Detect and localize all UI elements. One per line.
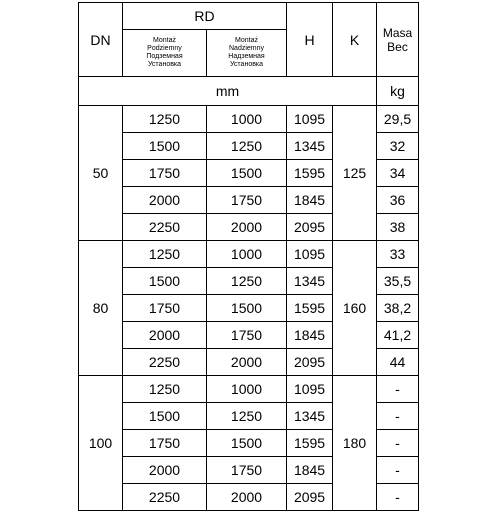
masa-cell: 41,2	[377, 322, 419, 349]
rd-aboveground-cell: 1250	[207, 403, 287, 430]
h-cell: 2095	[287, 484, 333, 511]
rd-aboveground-cell: 1500	[207, 160, 287, 187]
rd-underground-cell: 2250	[123, 214, 207, 241]
rd-underground-cell: 1500	[123, 403, 207, 430]
rd-aboveground-cell: 1250	[207, 133, 287, 160]
rd-underground-line1: Montaż	[153, 37, 176, 44]
masa-cell: 38	[377, 214, 419, 241]
rd-aboveground-cell: 1750	[207, 322, 287, 349]
rd-aboveground-line3: Надземная	[228, 53, 265, 60]
rd-aboveground-cell: 1500	[207, 430, 287, 457]
rd-aboveground-cell: 2000	[207, 484, 287, 511]
table-row	[79, 241, 419, 268]
rd-underground-cell: 1750	[123, 295, 207, 322]
h-cell: 1595	[287, 295, 333, 322]
masa-cell: -	[377, 484, 419, 511]
rd-underground-cell: 2000	[123, 322, 207, 349]
masa-cell: 32	[377, 133, 419, 160]
rd-underground-cell: 1750	[123, 430, 207, 457]
header-h: H	[287, 3, 333, 77]
h-cell: 1345	[287, 403, 333, 430]
unit-mm: mm	[79, 77, 377, 106]
rd-underground-cell: 1250	[123, 376, 207, 403]
header-masa-line2: Вес	[387, 39, 408, 54]
masa-cell: -	[377, 430, 419, 457]
h-cell: 1345	[287, 133, 333, 160]
dn-cell: 50	[79, 106, 123, 241]
header-dn: DN	[79, 3, 123, 77]
header-k: K	[333, 3, 377, 77]
masa-cell: -	[377, 457, 419, 484]
rd-underground-cell: 1250	[123, 241, 207, 268]
dn-cell: 80	[79, 241, 123, 376]
rd-aboveground-cell: 1000	[207, 376, 287, 403]
h-cell: 1345	[287, 268, 333, 295]
masa-cell: 44	[377, 349, 419, 376]
header-row-top	[79, 3, 419, 30]
h-cell: 2095	[287, 349, 333, 376]
rd-aboveground-cell: 1750	[207, 187, 287, 214]
rd-aboveground-cell: 1750	[207, 457, 287, 484]
rd-aboveground-line2: Nadziemny	[229, 45, 265, 52]
rd-aboveground-cell: 1000	[207, 241, 287, 268]
rd-aboveground-cell: 2000	[207, 349, 287, 376]
h-cell: 2095	[287, 214, 333, 241]
rd-underground-cell: 1250	[123, 106, 207, 133]
header-rd-aboveground	[207, 30, 287, 77]
masa-cell: 29,5	[377, 106, 419, 133]
rd-aboveground-cell: 1500	[207, 295, 287, 322]
table-row	[79, 376, 419, 403]
k-cell: 125	[333, 106, 377, 241]
rd-aboveground-cell: 1000	[207, 106, 287, 133]
h-cell: 1845	[287, 322, 333, 349]
masa-cell: -	[377, 403, 419, 430]
masa-cell: 38,2	[377, 295, 419, 322]
dn-cell: 100	[79, 376, 123, 511]
rd-underground-line2: Podziemny	[147, 45, 182, 52]
rd-underground-cell: 1500	[123, 268, 207, 295]
rd-aboveground-line4: Установка	[229, 61, 264, 68]
rd-underground-cell: 2000	[123, 187, 207, 214]
masa-cell: 36	[377, 187, 419, 214]
k-cell: 160	[333, 241, 377, 376]
units-row	[79, 77, 419, 106]
spec-table	[78, 2, 419, 511]
rd-aboveground-line1: Montaż	[235, 37, 258, 44]
h-cell: 1095	[287, 241, 333, 268]
masa-cell: 35,5	[377, 268, 419, 295]
masa-cell: 34	[377, 160, 419, 187]
h-cell: 1095	[287, 106, 333, 133]
header-rd: RD	[123, 3, 287, 30]
rd-underground-line3: Подземная	[146, 53, 183, 60]
rd-aboveground-cell: 1250	[207, 268, 287, 295]
masa-cell: -	[377, 376, 419, 403]
h-cell: 1845	[287, 187, 333, 214]
h-cell: 1095	[287, 376, 333, 403]
k-cell: 180	[333, 376, 377, 511]
table-row	[79, 106, 419, 133]
unit-kg: kg	[377, 77, 419, 106]
h-cell: 1595	[287, 160, 333, 187]
h-cell: 1845	[287, 457, 333, 484]
rd-underground-cell: 1500	[123, 133, 207, 160]
rd-aboveground-cell: 2000	[207, 214, 287, 241]
masa-cell: 33	[377, 241, 419, 268]
table-body	[79, 3, 419, 511]
rd-underground-cell: 2250	[123, 484, 207, 511]
h-cell: 1595	[287, 430, 333, 457]
rd-underground-line4: Установка	[147, 61, 182, 68]
header-masa-line1: Masa	[382, 25, 413, 40]
rd-underground-cell: 2250	[123, 349, 207, 376]
rd-underground-cell: 1750	[123, 160, 207, 187]
header-rd-underground	[123, 30, 207, 77]
rd-underground-cell: 2000	[123, 457, 207, 484]
header-masa	[377, 3, 419, 77]
